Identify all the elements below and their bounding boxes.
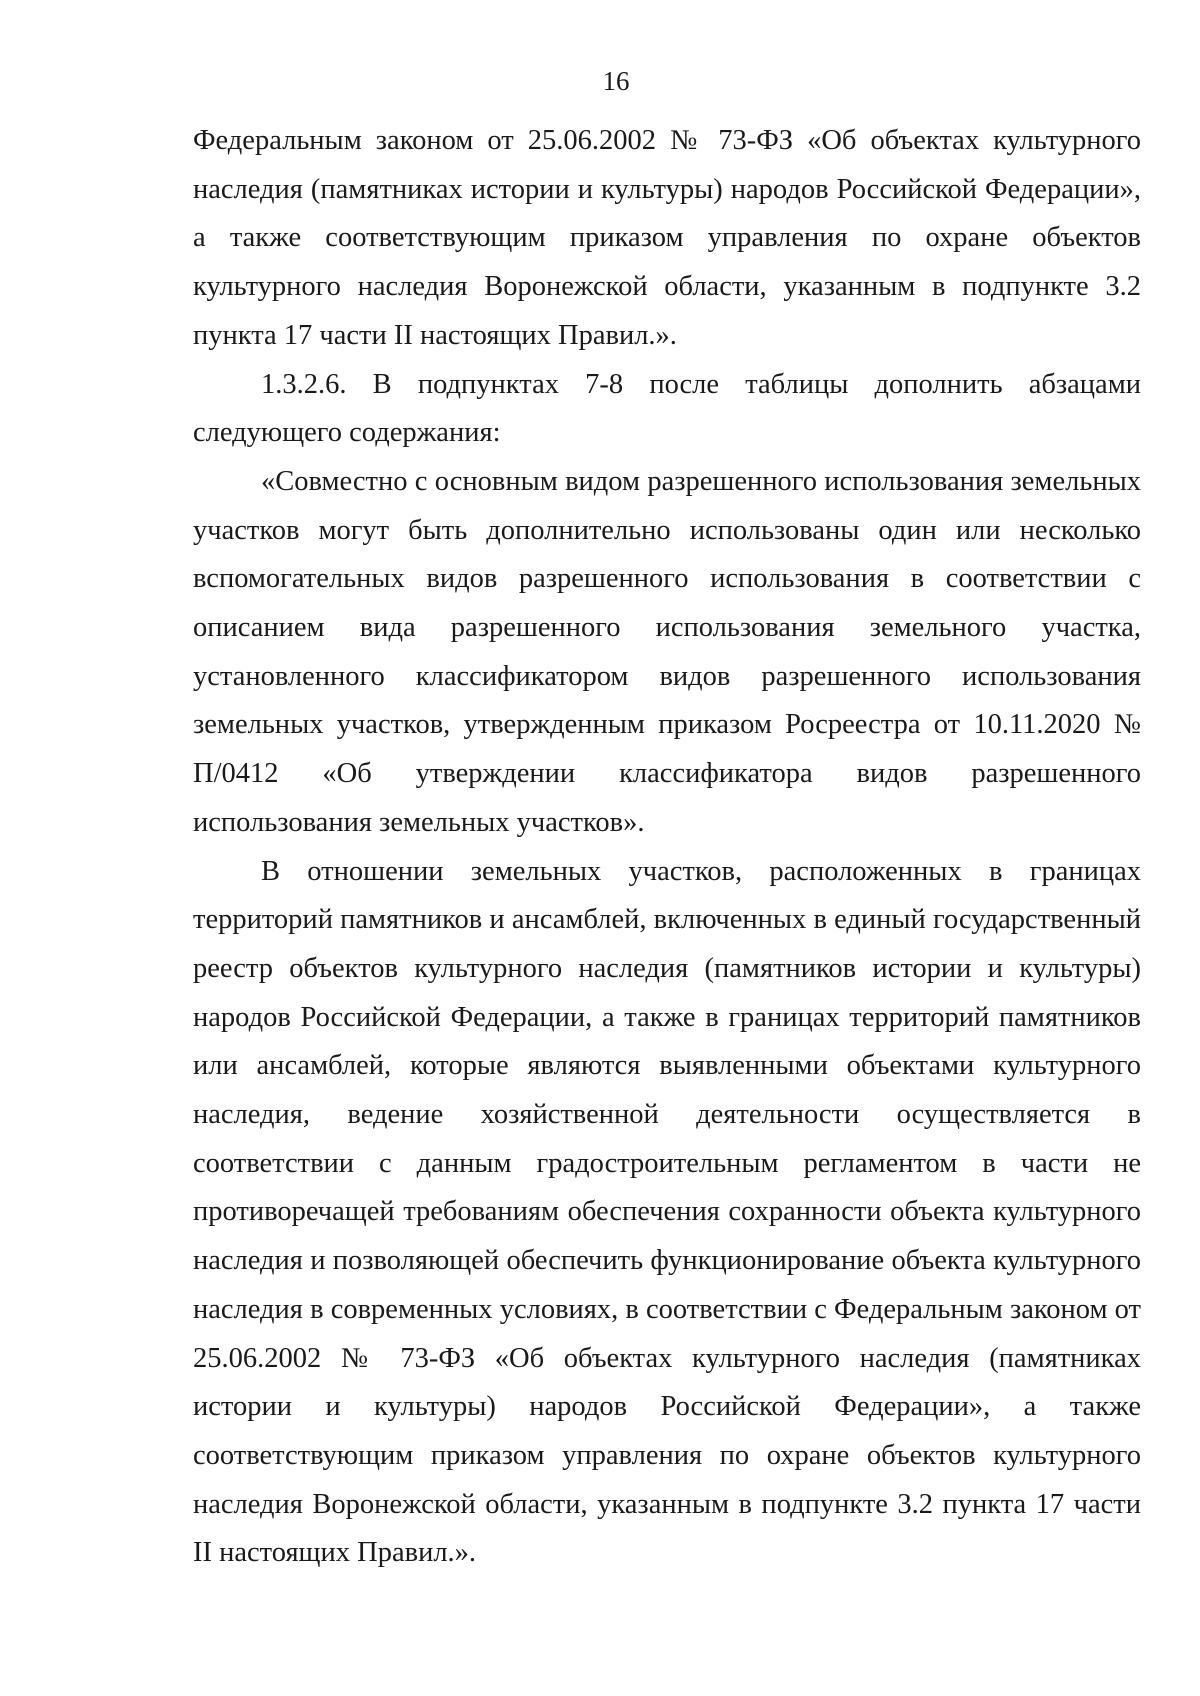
document-body — [193, 117, 1141, 1578]
paragraph-cultural-heritage: В отношении земельных участков, расположенных в границах территорий памятников и ансамблей, включенных в единый государственный реестр объектов культурного наследия (памятников истории и культуры) народов Российской Федерации, а также в границах территорий памятников или ансамблей, которые являются выявленными объектами культурного наследия, ведение хозяйственной деятельности осуществляется в соответствии с данным градостроительным регламентом в части не противоречащей требованиям обеспечения сохранности объекта культурного наследия и позволяющей обеспечить функционирование объекта культурного наследия в современных условиях, в соответствии с Федеральным законом от 25.06.2002 № 73-ФЗ «Об объектах культурного наследия (памятниках истории и культуры) народов Российской Федерации», а также соответствующим приказом управления по охране объектов культурного наследия Воронежской области, указанным в подпункте 3.2 пункта 17 части II настоящих Правил.». — [193, 855, 1141, 1569]
paragraph-amendment-item: 1.3.2.6. В подпунктах 7-8 после таблицы дополнить абзацами следующего содержания: — [193, 368, 1141, 449]
paragraph-continuation: Федеральным законом от 25.06.2002 № 73-ФЗ «Об объектах культурного наследия (памятниках истории и культуры) народов Российской Федерации», а также соответствующим приказом управления по охране объектов культурного наследия Воронежской области, указанным в подпункте 3.2 пункта 17 части II настоящих Правил.». — [193, 125, 1141, 351]
page-number: 16 — [602, 66, 630, 96]
paragraph-auxiliary-uses: «Совместно с основным видом разрешенного использования земельных участков могут быть дополнительно использованы один или несколько вспомогательных видов разрешенного использования в соответствии с описанием вида разрешенного использования земельного участка, установленного классификатором видов разрешенного использования земельных участков, утвержденным приказом Росреестра от 10.11.2020 № П/0412 «Об утверждении классификатора видов разрешенного использования земельных участков». — [193, 465, 1141, 838]
